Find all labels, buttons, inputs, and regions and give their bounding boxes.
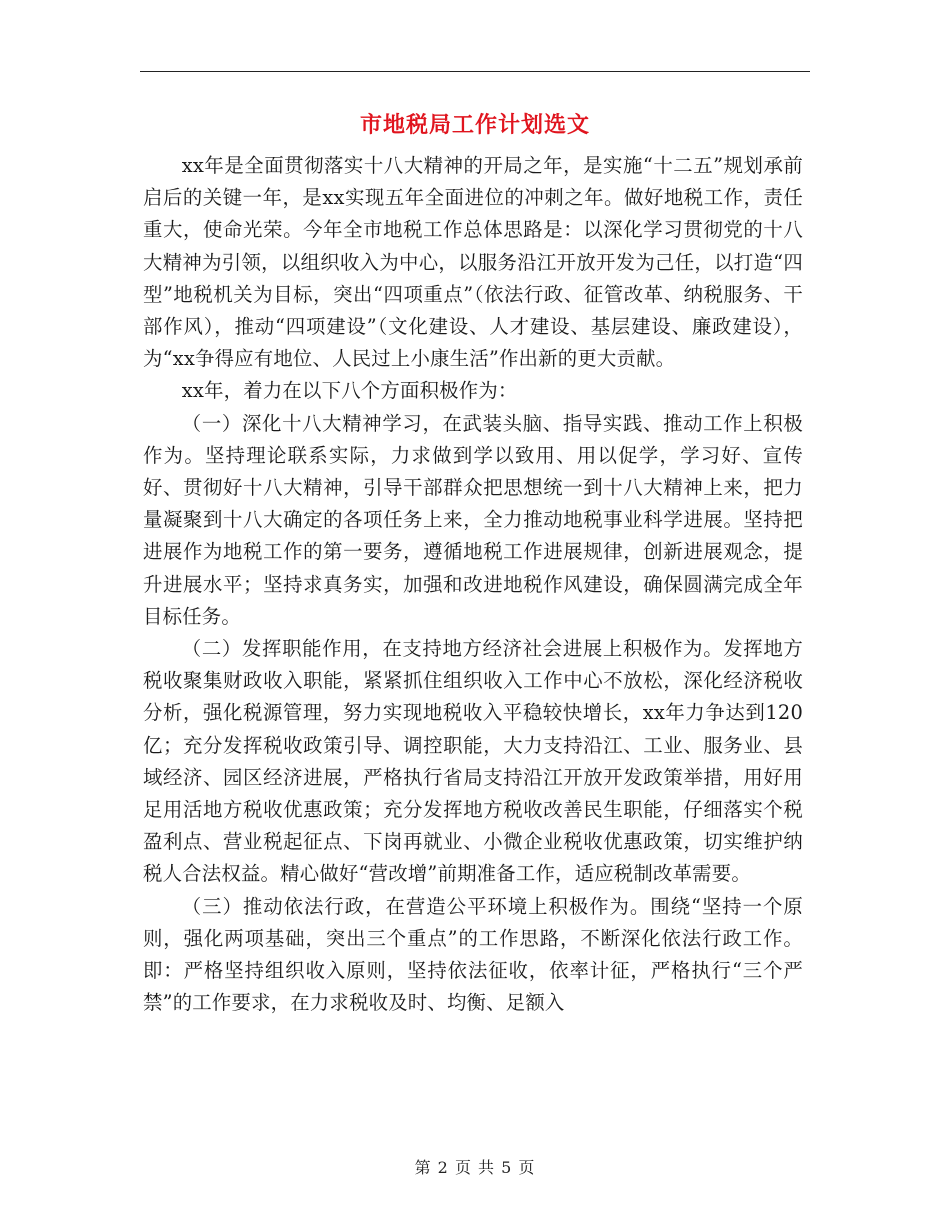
page-footer: 第 2 页 共 5 页 <box>414 1158 536 1177</box>
document-title: 市地税局工作计划选文 <box>359 112 590 138</box>
document-body <box>143 150 803 1019</box>
paragraph: xx年是全面贯彻落实十八大精神的开局之年，是实施“十二五”规划承前启后的关键一年，是xx实现五年全面进位的冲刺之年。做好地税工作，责任重大，使命光荣。今年全市地税工作总体思路是：以深化学习贯彻党的十八大精神为引领，以组织收入为中心，以服务沿江开放开发为己任，以打造“四型”地税机关为目标，突出“四项重点”（依法行政、征管改革、纳税服务、干部作风），推动“四项建设”（文化建设、人才建设、基层建设、廉政建设），为“xx争得应有地位、人民过上小康生活”作出新的更大贡献。 <box>143 154 803 371</box>
paragraph: xx年，着力在以下八个方面积极作为： <box>181 379 518 403</box>
header-rule <box>140 71 810 72</box>
paragraph: （一）深化十八大精神学习，在武装头脑、指导实践、推动工作上积极作为。坚持理论联系实际，力求做到学以致用、用以促学，学习好、宣传好、贯彻好十八大精神，引导干部群众把思想统一到十八大精神上来，把力量凝聚到十八大确定的各项任务上来，全力推动地税事业科学进展。坚持把进展作为地税工作的第一要务，遵循地税工作进展规律，创新进展观念，提升进展水平；坚持求真务实，加强和改进地税作风建设，确保圆满完成全年目标任务。 <box>143 411 803 628</box>
paragraph: （三）推动依法行政，在营造公平环境上积极作为。围绕“坚持一个原则，强化两项基础，突出三个重点”的工作思路，不断深化依法行政工作。即：严格坚持组织收入原则，坚持依法征收，依率计征，严格执行“三个严禁”的工作要求，在力求税收及时、均衡、足额入 <box>143 894 803 1015</box>
paragraph: （二）发挥职能作用，在支持地方经济社会进展上积极作为。发挥地方税收聚集财政收入职能，紧紧抓住组织收入工作中心不放松，深化经济税收分析，强化税源管理，努力实现地税收入平稳较快增长，xx年力争达到120亿；充分发挥税收政策引导、调控职能，大力支持沿江、工业、服务业、县域经济、园区经济进展，严格执行省局支持沿江开放开发政策举措，用好用足用活地方税收优惠政策；充分发挥地方税收改善民生职能，仔细落实个税盈利点、营业税起征点、下岗再就业、小微企业税收优惠政策，切实维护纳税人合法权益。精心做好“营改增”前期准备工作，适应税制改革需要。 <box>143 637 803 886</box>
